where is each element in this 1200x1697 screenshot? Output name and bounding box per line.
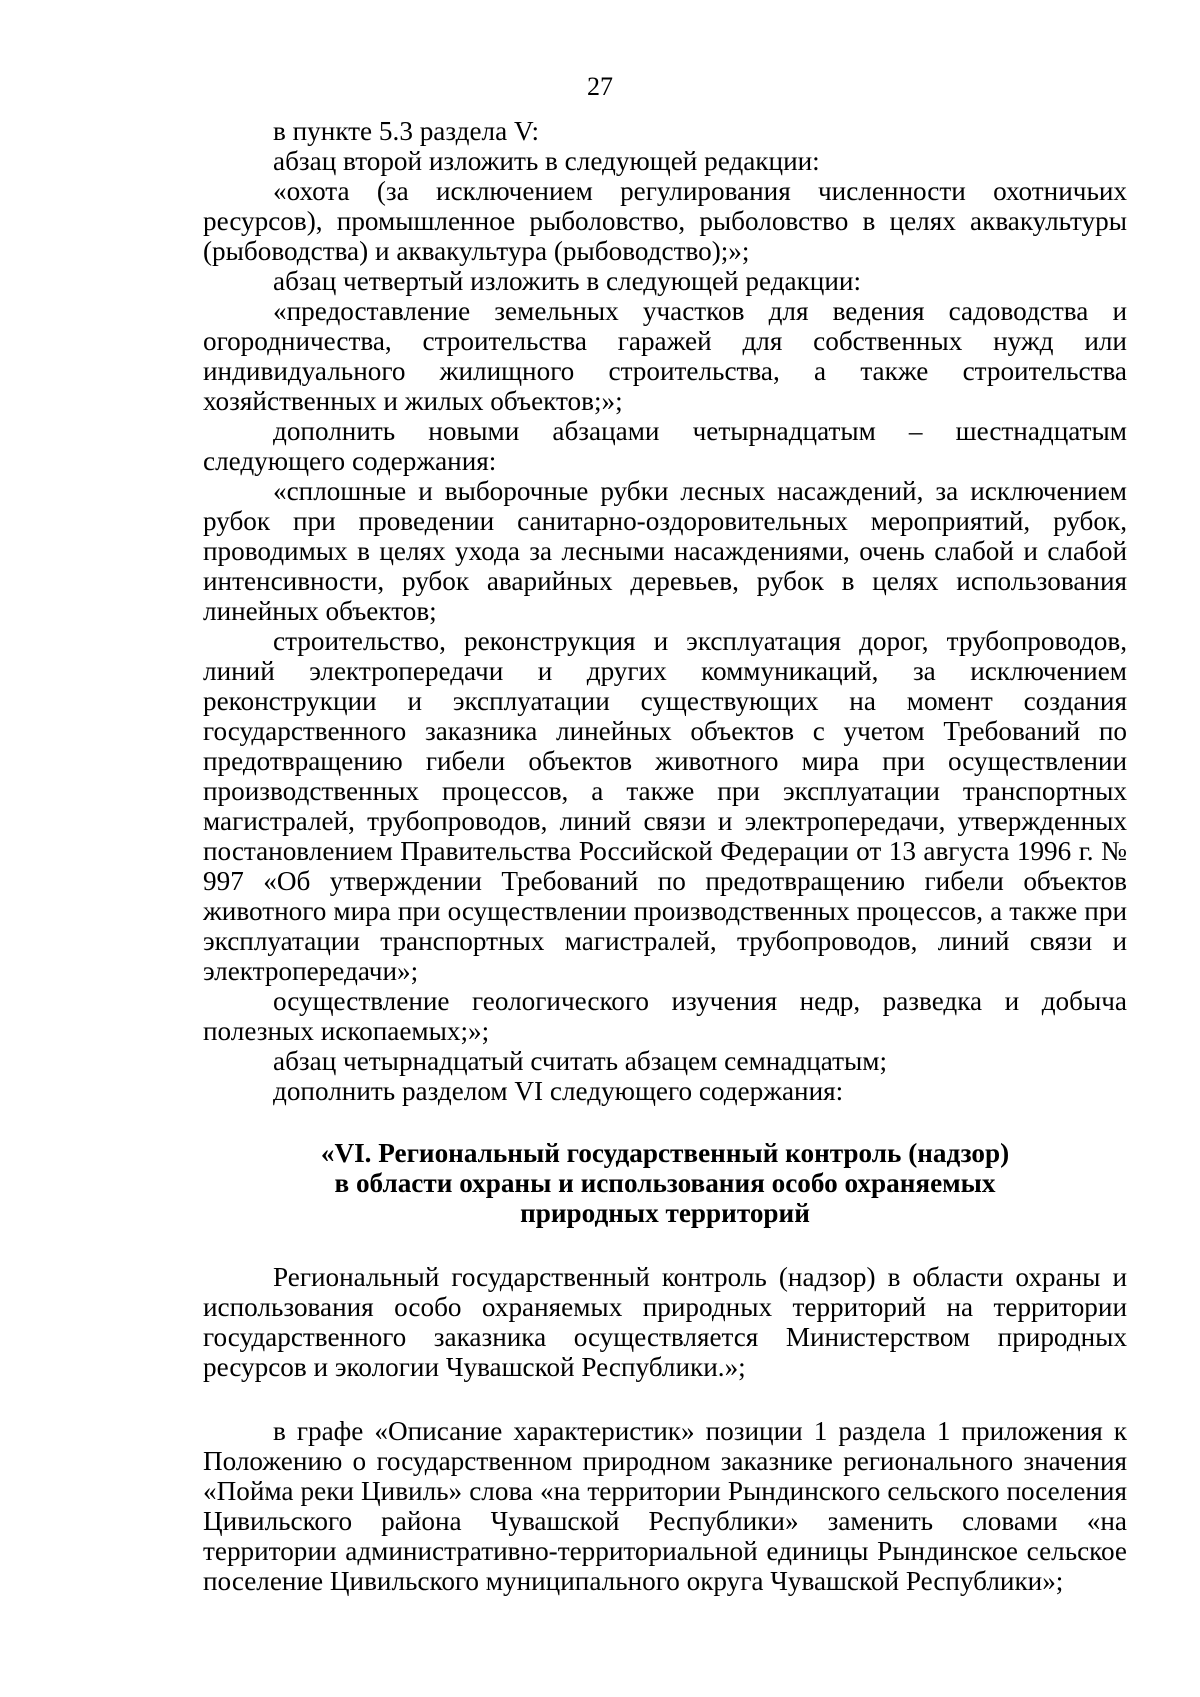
- paragraph: «сплошные и выборочные рубки лесных насаждений, за исключением рубок при проведении санитарно-оздоровительных мероприятий, рубок, проводимых в целях ухода за лесными насаждениями, очень слабой и слабой интенсивности, рубок аварийных деревьев, рубок в целях использования линейных объектов;: [203, 476, 1127, 626]
- paragraph: абзац четырнадцатый считать абзацем семнадцатым;: [273, 1046, 888, 1076]
- paragraph: «предоставление земельных участков для ведения садоводства и огородничества, строительства гаражей для собственных нужд или индивидуального жилищного строительства, а также строительства хозяйственных и жилых объектов;»;: [203, 296, 1127, 416]
- paragraph: осуществление геологического изучения недр, разведка и добыча полезных ископаемых;»;: [203, 986, 1127, 1046]
- closing-paragraph: в графе «Описание характеристик» позиции 1 раздела 1 приложения к Положению о государственном природном заказнике регионального значения «Пойма реки Цивиль» слова «на территории Рындинского сельского поселения Цивильского района Чувашской Республики» заменить словами «на территории административно-территориальной единицы Рындинское сельское поселение Цивильского муниципального округа Чувашской Республики»;: [203, 1416, 1127, 1596]
- page-number: 27: [587, 72, 613, 101]
- paragraph: дополнить новыми абзацами четырнадцатым – шестнадцатым следующего содержания:: [203, 416, 1127, 476]
- paragraph: строительство, реконструкция и эксплуатация дорог, трубопроводов, линий электропередачи и других коммуникаций, за исключением реконструкции и эксплуатации существующих на момент создания государственного заказника линейных объектов с учетом Требований по предотвращению гибели объектов животного мира при осуществлении производственных процессов, а также при эксплуатации транспортных магистралей, трубопроводов, линий связи и электропередачи, утвержденных постановлением Правительства Российской Федерации от 13 августа 1996 г. № 997 «Об утверждении Требований по предотвращению гибели объектов животного мира при осуществлении производственных процессов, а также при эксплуатации транспортных магистралей, трубопроводов, линий связи и электропередачи»;: [203, 626, 1127, 986]
- paragraph: абзац второй изложить в следующей редакции:: [273, 146, 820, 176]
- section-paragraph: Региональный государственный контроль (надзор) в области охраны и использования особо охраняемых природных территорий на территории государственного заказника осуществляется Министерством природных ресурсов и экологии Чувашской Республики.»;: [203, 1262, 1127, 1382]
- paragraph: в пункте 5.3 раздела V:: [273, 116, 540, 146]
- section-heading-line: природных территорий: [520, 1198, 810, 1228]
- document-body: [203, 116, 1127, 1596]
- section-heading-line: в области охраны и использования особо охраняемых: [334, 1168, 996, 1198]
- paragraph: «охота (за исключением регулирования численности охотничьих ресурсов), промышленное рыболовство, рыболовство в целях аквакультуры (рыбоводства) и аквакультура (рыбоводство);»;: [203, 176, 1127, 266]
- section-heading: [203, 1138, 1127, 1228]
- paragraph: дополнить разделом VI следующего содержания:: [273, 1076, 844, 1106]
- paragraph: абзац четвертый изложить в следующей редакции:: [273, 266, 862, 296]
- section-heading-line: «VI. Региональный государственный контроль (надзор): [320, 1138, 1010, 1168]
